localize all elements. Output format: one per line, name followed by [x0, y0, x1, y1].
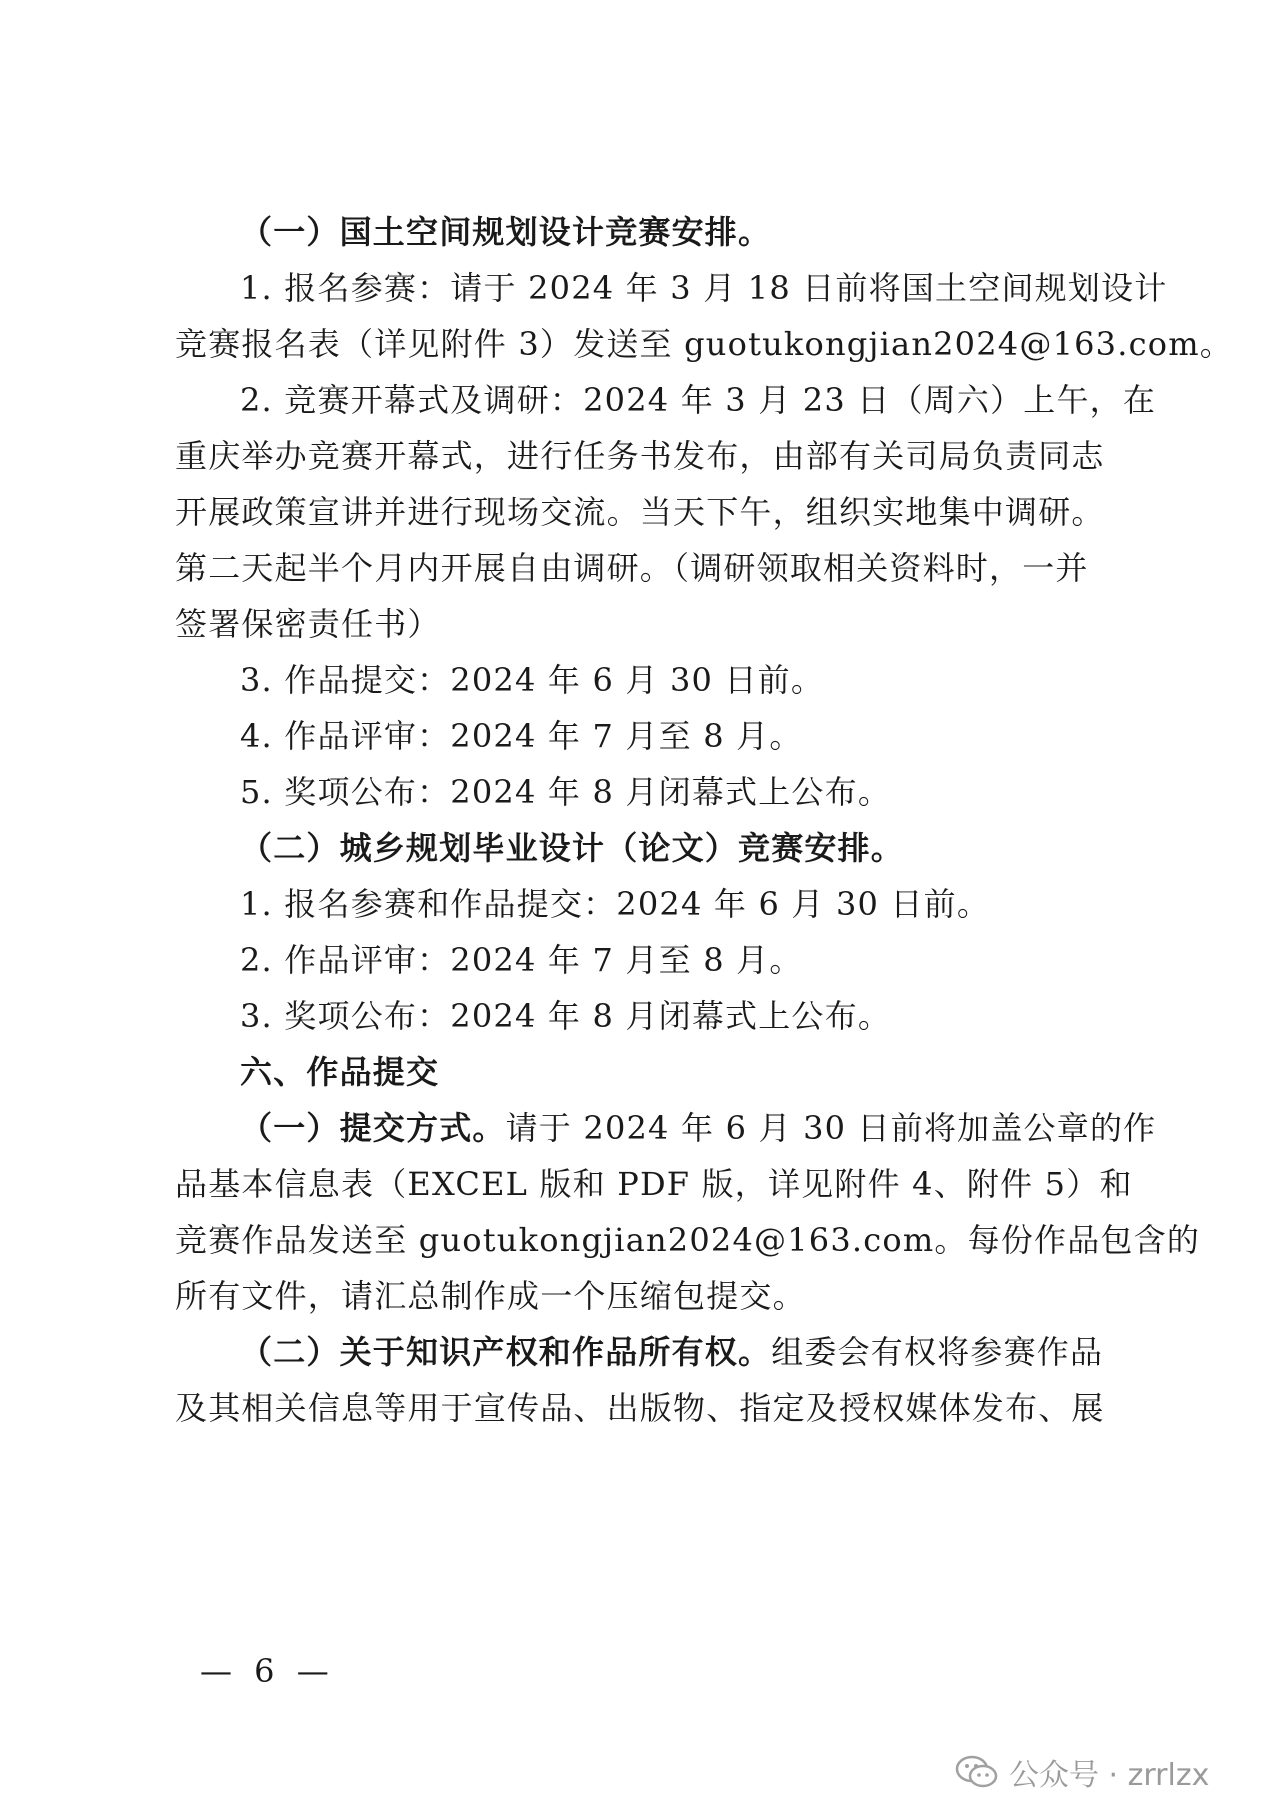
paragraph-line: 品基本信息表（EXCEL 版和 PDF 版，详见附件 4、附件 5）和 [175, 1165, 1133, 1203]
paragraph-line: 第二天起半个月内开展自由调研。（调研领取相关资料时，一并 [175, 549, 1089, 587]
ip-text: 组委会有权将参赛作品 [771, 1333, 1104, 1371]
paragraph-line: 2. 作品评审：2024 年 7 月至 8 月。 [240, 941, 803, 979]
paragraph-line: 及其相关信息等用于宣传品、出版物、指定及授权媒体发布、展 [175, 1389, 1105, 1427]
watermark-text: 公众号 · zrrlzx [1009, 1758, 1210, 1793]
paragraph-line: 竞赛作品发送至 guotukongjian2024@163.com。每份作品包含的 [175, 1221, 1201, 1259]
chapter-heading: 六、作品提交 [240, 1053, 440, 1091]
paragraph-line: 4. 作品评审：2024 年 7 月至 8 月。 [240, 717, 803, 755]
section-heading-2: （二）城乡规划毕业设计（论文）竞赛安排。 [240, 829, 905, 867]
paragraph-line: 重庆举办竞赛开幕式，进行任务书发布，由部有关司局负责同志 [175, 437, 1105, 475]
watermark [955, 1752, 1209, 1792]
paragraph-line: 3. 奖项公布：2024 年 8 月闭幕式上公布。 [240, 997, 892, 1035]
paragraph-line: 竞赛报名表（详见附件 3）发送至 guotukongjian2024@163.com。 [175, 325, 1233, 363]
paragraph-line: 2. 竞赛开幕式及调研：2024 年 3 月 23 日（周六）上午，在 [240, 381, 1157, 419]
paragraph-line [240, 1108, 1157, 1148]
ip-heading: （二）关于知识产权和作品所有权。 [240, 1333, 772, 1371]
paragraph-line: 签署保密责任书） [175, 605, 441, 643]
wechat-icon [955, 1755, 999, 1789]
paragraph-line: 3. 作品提交：2024 年 6 月 30 日前。 [240, 661, 825, 699]
submit-method-heading: （一）提交方式。 [240, 1109, 506, 1147]
paragraph-line: 开展政策宣讲并进行现场交流。当天下午，组织实地集中调研。 [175, 493, 1105, 531]
page-number: — 6 — [200, 1652, 335, 1690]
paragraph-line [240, 1332, 1125, 1372]
submit-method-text: 请于 2024 年 6 月 30 日前将加盖公章的作 [505, 1109, 1157, 1147]
paragraph-line: 所有文件，请汇总制作成一个压缩包提交。 [175, 1277, 806, 1315]
paragraph-line: 1. 报名参赛和作品提交：2024 年 6 月 30 日前。 [240, 885, 991, 923]
paragraph-line: 5. 奖项公布：2024 年 8 月闭幕式上公布。 [240, 773, 892, 811]
section-heading-1: （一）国土空间规划设计竞赛安排。 [240, 213, 772, 251]
paragraph-line: 1. 报名参赛：请于 2024 年 3 月 18 日前将国土空间规划设计 [240, 269, 1168, 307]
